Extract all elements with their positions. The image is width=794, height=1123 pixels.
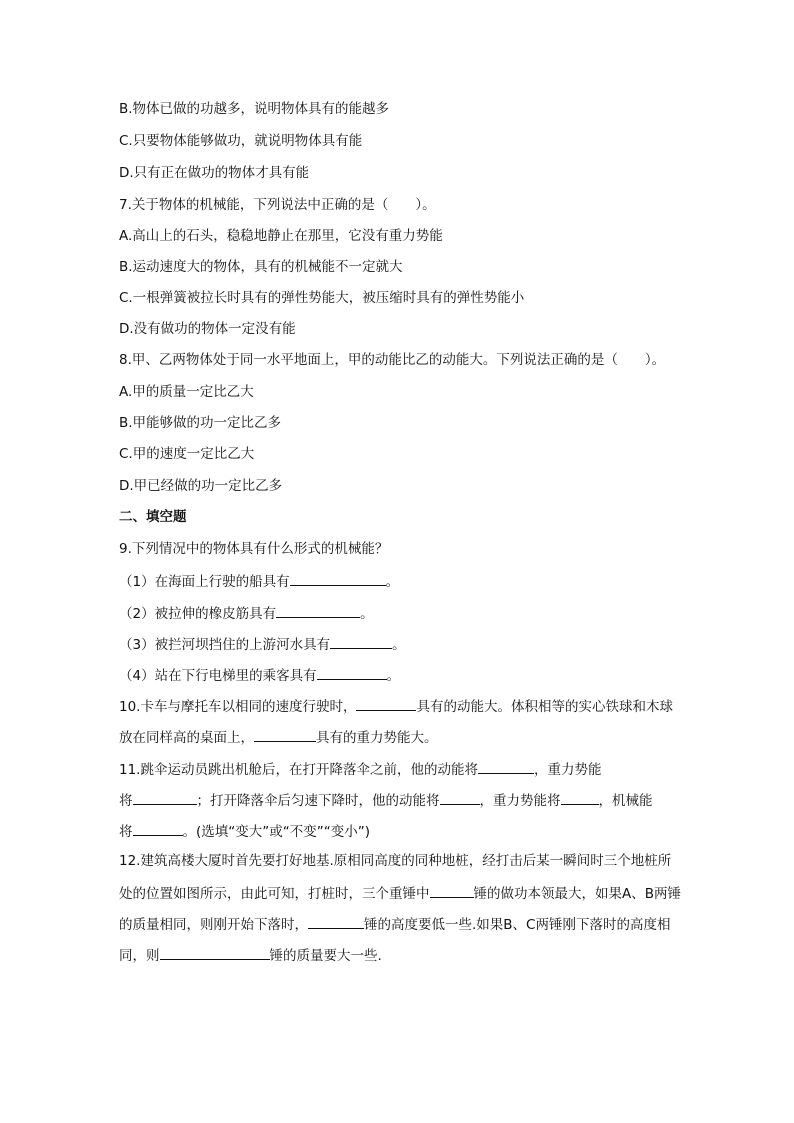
option-6d: D.只有正在做功的物体才具有能 xyxy=(119,165,310,181)
question-12-line-1: 12.建筑高楼大厦时首先要打好地基.原相同高度的同种地桩，经打击后某一瞬间时三个地桩所 xyxy=(119,853,672,869)
question-7: 7.关于物体的机械能，下列说法中正确的是（ ）。 xyxy=(119,197,436,213)
option-7d: D.没有做功的物体一定没有能 xyxy=(119,321,296,337)
question-10-line-1: 10.卡车与摩托车以相同的速度行驶时， 具有的动能大。体积相等的实心铁球和木球 xyxy=(119,696,673,716)
answer-blank[interactable] xyxy=(133,790,197,805)
question-9-item-4: （4）站在下行电梯里的乘客具有 。 xyxy=(119,665,400,685)
answer-blank[interactable] xyxy=(290,571,386,586)
answer-blank[interactable] xyxy=(308,914,364,929)
question-11-line-2: 将 ；打开降落伞后匀速下降时，他的动能将 ，重力势能将 ，机械能 xyxy=(119,790,653,810)
question-12-line-2: 处的位置如图所示，由此可知，打桩时，三个重锤中 锤的做功本领最大，如果A、B两锤 xyxy=(119,883,681,903)
answer-blank[interactable] xyxy=(430,883,474,898)
question-12-line-4: 同，则 锤的质量要大一些. xyxy=(119,945,382,965)
question-9-item-1: （1）在海面上行驶的船具有 。 xyxy=(119,571,399,591)
answer-blank[interactable] xyxy=(330,634,392,649)
option-7b: B.运动速度大的物体，具有的机械能不一定就大 xyxy=(119,259,403,275)
document-page xyxy=(119,0,709,1123)
question-9: 9.下列情况中的物体具有什么形式的机械能？ xyxy=(119,541,389,557)
question-9-item-2: （2）被拉伸的橡皮筋具有 。 xyxy=(119,603,374,623)
question-11-line-1: 11.跳伞运动员跳出机舱后，在打开降落伞之前，他的动能将 ，重力势能 xyxy=(119,759,601,779)
answer-blank[interactable] xyxy=(160,945,270,960)
option-8d: D.甲已经做的功一定比乙多 xyxy=(119,478,283,494)
option-8a: A.甲的质量一定比乙大 xyxy=(119,384,254,400)
answer-blank[interactable] xyxy=(561,790,599,805)
question-12-line-3: 的质量相同，则刚开始下落时， 锤的高度要低一些.如果B、C两锤刚下落时的高度相 xyxy=(119,914,670,934)
answer-blank[interactable] xyxy=(478,759,534,774)
answer-blank[interactable] xyxy=(133,821,183,836)
section-heading-fill-in: 二、填空题 xyxy=(119,509,187,525)
question-9-item-3: （3）被拦河坝挡住的上游河水具有 。 xyxy=(119,634,406,654)
answer-blank[interactable] xyxy=(276,603,360,618)
option-6b: B.物体已做的功越多，说明物体具有的能越多 xyxy=(119,101,390,117)
question-11-line-3: 将 。(选填“变大”或“不变”“变小”) xyxy=(119,821,370,841)
answer-blank[interactable] xyxy=(254,727,316,742)
option-6c: C.只要物体能够做功，就说明物体具有能 xyxy=(119,133,363,149)
question-10-line-2: 放在同样高的桌面上， 具有的重力势能大。 xyxy=(119,727,438,747)
option-7c: C.一根弹簧被拉长时具有的弹性势能大，被压缩时具有的弹性势能小 xyxy=(119,290,525,306)
answer-blank[interactable] xyxy=(317,665,387,680)
question-8: 8.甲、乙两物体处于同一水平地面上，甲的动能比乙的动能大。下列说法正确的是（ ）。 xyxy=(119,352,666,368)
answer-blank[interactable] xyxy=(356,696,416,711)
answer-blank[interactable] xyxy=(440,790,480,805)
option-7a: A.高山上的石头，稳稳地静止在那里，它没有重力势能 xyxy=(119,228,443,244)
option-8c: C.甲的速度一定比乙大 xyxy=(119,446,255,462)
option-8b: B.甲能够做的功一定比乙多 xyxy=(119,415,282,431)
